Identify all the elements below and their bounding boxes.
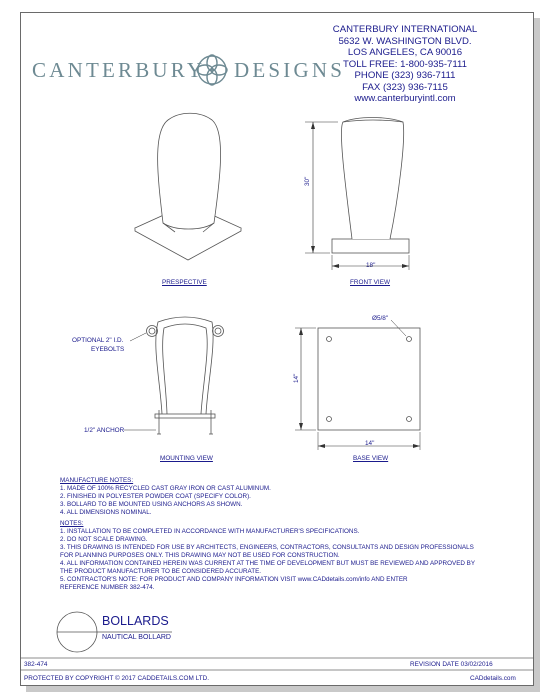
dim-base-height: 14" (293, 373, 300, 383)
manufacture-notes-heading: MANUFACTURE NOTES: (60, 477, 134, 484)
company-fax: FAX (323) 936-7115 (362, 81, 448, 93)
view-label-front: FRONT VIEW (350, 279, 391, 286)
view-label-base: BASE VIEW (353, 455, 389, 462)
dim-base-width: 14" (365, 440, 375, 447)
note: REFERENCE NUMBER 382-474. (60, 584, 155, 591)
company-website[interactable]: www.canterburyintl.com (354, 93, 456, 104)
manufacture-note: 4. ALL DIMENSIONS NOMINAL. (60, 509, 152, 516)
mounting-view-bollard (124, 317, 224, 434)
brand-name-left: CANTERBURY (32, 58, 206, 82)
footer-rules (20, 658, 534, 670)
company-tollfree: TOLL FREE: 1-800-935-7111 (343, 58, 467, 70)
company-name: CANTERBURY INTERNATIONAL (332, 24, 478, 35)
dim-base-hole: Ø5/8" (372, 315, 389, 322)
note: FOR PLANNING PURPOSES ONLY. THIS DRAWING MAY NOT BE USED FOR CONSTRUCTION. (60, 552, 340, 559)
manufacture-note: 1. MADE OF 100% RECYCLED CAST GRAY IRON OR CAST ALUMINUM. (60, 485, 271, 492)
callout-eyebolts-line2: EYEBOLTS (91, 346, 125, 353)
caddetails-site[interactable]: CADdetails.com (470, 675, 516, 682)
manufacture-note: 3. BOLLARD TO BE MOUNTED USING ANCHORS AS SHOWN. (60, 501, 243, 508)
note: 5. CONTRACTOR'S NOTE: FOR PRODUCT AND COMPANY INFORMATION VISIT www.CADdetails.com/info AND ENTER (60, 576, 408, 583)
knot-emblem-icon (197, 55, 227, 85)
perspective-bollard (135, 113, 241, 260)
title-block-title: BOLLARDS (102, 614, 169, 628)
company-city: LOS ANGELES, CA 90016 (347, 47, 463, 58)
manufacture-note: 2. FINISHED IN POLYESTER POWDER COAT (SPECIFY COLOR). (60, 493, 251, 500)
notes-heading: NOTES: (60, 520, 84, 527)
view-label-mounting: MOUNTING VIEW (160, 455, 213, 462)
note: 4. ALL INFORMATION CONTAINED HEREIN WAS CURRENT AT THE TIME OF DEVELOPMENT BUT MUST BE REVIEWED AND APPROVED BY (60, 560, 476, 567)
view-label-perspective: PRESPECTIVE (162, 279, 207, 286)
callout-anchor: 1/2" ANCHOR (84, 427, 125, 434)
base-view-plate (295, 320, 420, 450)
title-block-subtitle: NAUTICAL BOLLARD (102, 634, 171, 641)
callout-eyebolts-line1: OPTIONAL 2" I.D. (72, 337, 124, 344)
company-street: 5632 W. WASHINGTON BLVD. (338, 35, 472, 47)
dim-front-height: 30" (304, 176, 311, 186)
note: THE PRODUCT MANUFACTURER TO BE CONSIDERED ACCURATE. (60, 568, 262, 575)
note: 3. THIS DRAWING IS INTENDED FOR USE BY ARCHITECTS, ENGINEERS, CONTRACTORS, CONSULTANTS AND DESIGN PROFESSIONALS (60, 544, 474, 551)
title-block-symbol (57, 612, 172, 652)
brand-name-right: DESIGNS (234, 58, 346, 82)
note: 1. INSTALLATION TO BE COMPLETED IN ACCORDANCE WITH MANUFACTURER'S SPECIFICATIONS. (60, 528, 360, 535)
front-view-bollard (305, 118, 409, 271)
revision-date: REVISION DATE 03/02/2016 (410, 661, 493, 668)
note: 2. DO NOT SCALE DRAWING. (60, 536, 148, 543)
reference-number: 382-474 (24, 661, 48, 668)
company-phone: PHONE (323) 936-7111 (354, 70, 456, 81)
dim-front-width: 18" (366, 262, 376, 269)
copyright-notice: PROTECTED BY COPYRIGHT © 2017 CADDETAILS.COM LTD. (24, 675, 209, 682)
